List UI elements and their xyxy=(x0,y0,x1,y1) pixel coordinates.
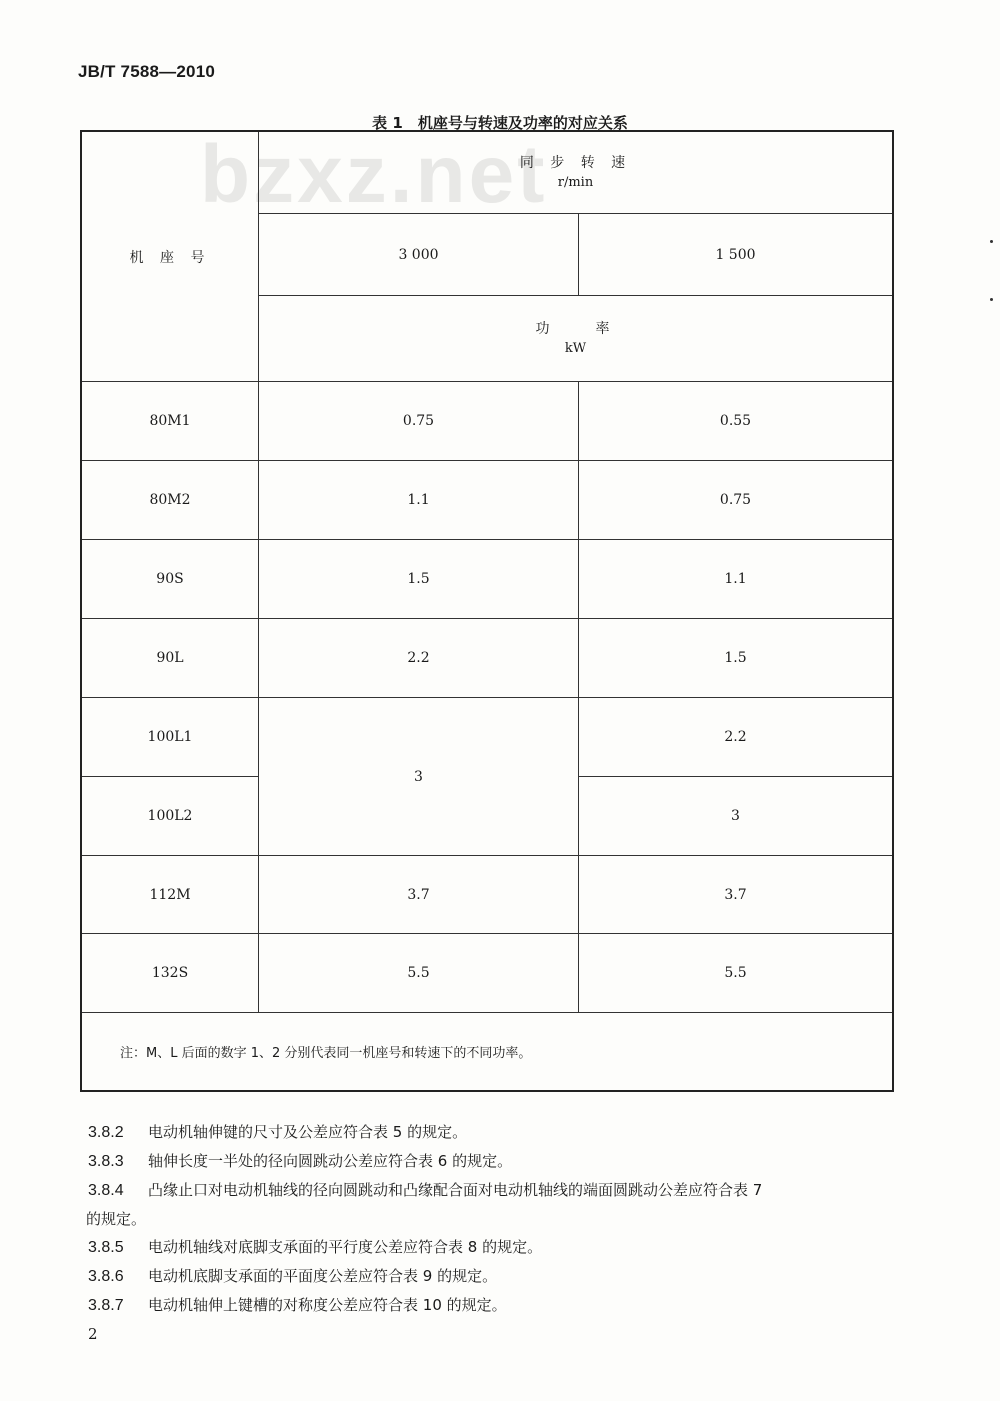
header-frame-number: 机 座 号 xyxy=(82,132,259,382)
table-cell-power-3000: 0.75 xyxy=(259,382,579,461)
header-speed-1500: 1 500 xyxy=(579,214,892,296)
table-note: 注：M、L 后面的数字 1、2 分别代表同一机座号和转速下的不同功率。 xyxy=(82,1012,892,1090)
table-cell-power-1500: 5.5 xyxy=(724,965,747,981)
table-row-frame: 100L2 xyxy=(82,777,259,856)
page-number: 2 xyxy=(88,1325,98,1343)
clause-list xyxy=(88,1118,918,1320)
clause-number: 3.8.3 xyxy=(88,1153,124,1170)
table-row-frame: 80M1 xyxy=(82,382,259,461)
table-cell-power-3000: 2.2 xyxy=(259,619,579,698)
clause-text: 电动机轴伸键的尺寸及公差应符合表 5 的规定。 xyxy=(148,1123,468,1141)
clause-number: 3.8.6 xyxy=(88,1268,124,1285)
clause-number: 3.8.2 xyxy=(88,1124,124,1141)
table-cell-power-3000: 1.1 xyxy=(259,461,579,540)
table-row-frame: 132S xyxy=(82,934,259,1012)
clause-number: 3.8.7 xyxy=(88,1297,124,1314)
clause-text: 凸缘止口对电动机轴线的径向圆跳动和凸缘配合面对电动机轴线的端面圆跳动公差应符合表 7 xyxy=(148,1181,763,1199)
clause-text: 电动机底脚支承面的平面度公差应符合表 9 的规定。 xyxy=(148,1267,498,1285)
table-row-frame: 80M2 xyxy=(82,461,259,540)
clause-3-8-5 xyxy=(88,1233,918,1262)
table-row-frame: 100L1 xyxy=(82,698,259,777)
table-cell-power-1500: 0.75 xyxy=(579,461,892,540)
power-label: 功 率 xyxy=(535,320,616,337)
table-cell-power-1500: 3 xyxy=(579,777,892,856)
table-cell-power-3000-merged: 3 xyxy=(259,698,579,856)
clause-3-8-7 xyxy=(88,1291,918,1320)
clause-3-8-6 xyxy=(88,1262,918,1291)
table-row-frame: 90L xyxy=(82,619,259,698)
table-cell-power-1500: 0.55 xyxy=(579,382,892,461)
watermark: bzxz.net xyxy=(200,129,548,220)
clause-number: 3.8.4 xyxy=(88,1182,124,1199)
table-cell-power-3000: 1.5 xyxy=(259,540,579,619)
clause-3-8-3 xyxy=(88,1147,918,1176)
sync-speed-unit: r/min xyxy=(557,174,594,190)
sync-speed-label: 同 步 转 速 xyxy=(519,154,632,171)
clause-3-8-4 xyxy=(88,1176,918,1205)
scan-speck xyxy=(990,298,993,301)
standard-code: JB/T 7588—2010 xyxy=(78,62,215,81)
clause-text: 轴伸长度一半处的径向圆跳动公差应符合表 6 的规定。 xyxy=(148,1152,513,1170)
table-row-frame: 112M xyxy=(82,856,259,934)
clause-text: 电动机轴线对底脚支承面的平行度公差应符合表 8 的规定。 xyxy=(148,1238,543,1256)
scan-speck xyxy=(990,240,993,243)
clause-3-8-4-continuation: 的规定。 xyxy=(86,1210,147,1228)
power-unit: kW xyxy=(564,340,587,356)
clause-text: 电动机轴伸上键槽的对称度公差应符合表 10 的规定。 xyxy=(148,1296,507,1314)
table-row-frame: 90S xyxy=(82,540,259,619)
table-cell-power-1500: 1.5 xyxy=(579,619,892,698)
header-sync-speed xyxy=(259,132,892,214)
frame-power-table xyxy=(80,130,894,1092)
table-cell-power-1500: 2.2 xyxy=(579,698,892,777)
clause-number: 3.8.5 xyxy=(88,1239,124,1256)
table-cell-power-1500: 3.7 xyxy=(579,856,892,934)
clause-3-8-2 xyxy=(88,1118,918,1147)
table-cell-power-3000: 3.7 xyxy=(259,856,579,934)
table-cell-power-1500: 1.1 xyxy=(579,540,892,619)
table-cell-power-3000: 5.5 xyxy=(259,934,579,1012)
header-power xyxy=(259,296,892,382)
table-caption: 表 1 机座号与转速及功率的对应关系 xyxy=(372,114,628,132)
header-speed-3000: 3 000 xyxy=(259,214,579,296)
